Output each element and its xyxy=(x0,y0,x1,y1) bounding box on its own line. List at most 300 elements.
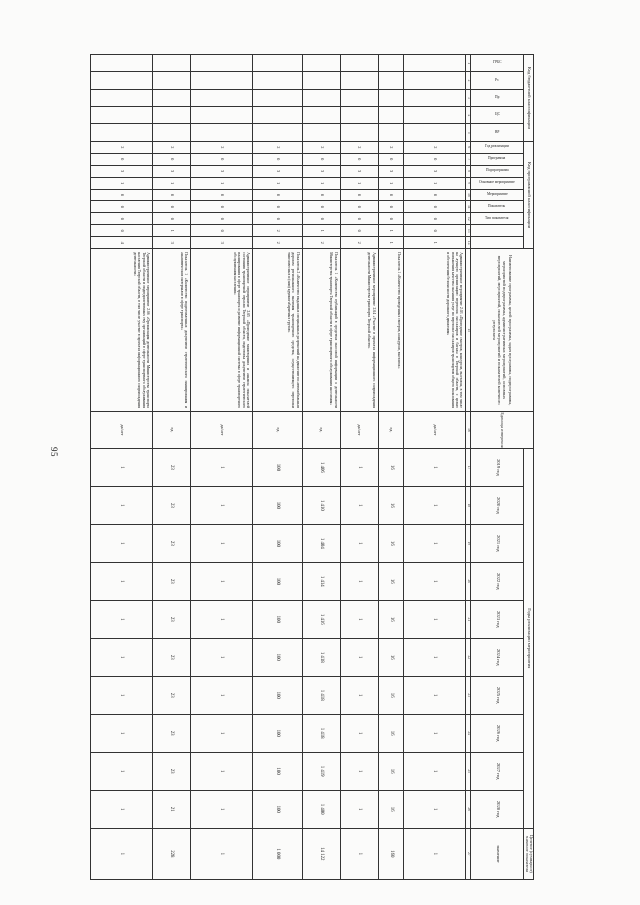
program-code-cell: 0 xyxy=(153,213,191,225)
program-code-cell: 4 xyxy=(91,237,153,249)
prog-subheader xyxy=(471,213,524,225)
year-value-cell: 1 404 xyxy=(302,524,340,562)
column-number: 9 xyxy=(466,177,471,189)
column-number: 19 xyxy=(466,524,471,562)
program-code-cell: 2 xyxy=(252,225,302,237)
program-code-cell: 3 xyxy=(378,165,404,177)
year-value-cell: 1 xyxy=(91,600,153,638)
name-header: Наименование программы, целей программы, задач программы, подпрограммы, мероприятий подпрограммы, административных мероприятий, основных мероприятий, мероприятий, показателей мероприятий и показателей конечного результата xyxy=(471,249,534,412)
kbk-subheader-label: ВР xyxy=(494,129,500,134)
unit-cell: ед. xyxy=(302,412,340,449)
indicator-table-sheet xyxy=(90,54,534,880)
column-number: 24 xyxy=(466,714,471,752)
program-code-cell: 0 xyxy=(190,153,252,165)
program-code-cell: 0 xyxy=(252,153,302,165)
header-row-2 xyxy=(471,55,524,880)
year-value-cell: 16 xyxy=(378,486,404,524)
program-code-cell: 2 xyxy=(153,141,191,153)
program-code-cell: 0 xyxy=(302,213,340,225)
year-value-cell: 1 xyxy=(91,714,153,752)
year-value-cell: 1 xyxy=(91,448,153,486)
kbk-subheader xyxy=(471,89,524,106)
year-value-cell: 16 xyxy=(378,562,404,600)
column-number: 22 xyxy=(466,638,471,676)
year-value-cell: 1 xyxy=(91,486,153,524)
column-number: 10 xyxy=(466,189,471,201)
program-code-cell: 1 xyxy=(190,177,252,189)
kbk-subheader xyxy=(471,107,524,124)
prog-subheader xyxy=(471,153,524,165)
kbk-cell xyxy=(404,72,466,89)
year-value-cell: 1 xyxy=(91,676,153,714)
unit-cell: ед. xyxy=(252,412,302,449)
year-value-cell: 23 xyxy=(153,524,191,562)
kbk-cell xyxy=(252,107,302,124)
kbk-subheader xyxy=(471,55,524,72)
program-code-cell: 3 xyxy=(153,237,191,249)
unit-cell: ед. xyxy=(153,412,191,449)
year-value-cell: 1 xyxy=(340,486,378,524)
year-value-cell: 1 xyxy=(404,752,466,790)
measure-name-cell: Показатель 1 «Количество проведенных смотров, конкурсов, выставок» xyxy=(378,249,404,412)
kbk-cell xyxy=(252,72,302,89)
year-value-cell: 1 xyxy=(190,638,252,676)
program-code-cell: 3 xyxy=(252,165,302,177)
program-code-cell: 0 xyxy=(153,153,191,165)
kbk-cell xyxy=(153,107,191,124)
program-code-cell: 0 xyxy=(252,201,302,213)
year-value-cell: 1 xyxy=(404,562,466,600)
year-value-cell: 100 xyxy=(252,638,302,676)
year-value-cell: 1 xyxy=(190,676,252,714)
unit-cell: да/нет xyxy=(340,412,378,449)
year-value-cell: 1 xyxy=(404,676,466,714)
year-header: 2025 год xyxy=(471,676,524,714)
kbk-cell xyxy=(302,55,340,72)
target-header: Целевое (суммарное) значение показателя xyxy=(524,828,534,879)
prog-subheader-label: Мероприятие xyxy=(486,192,508,197)
kbk-cell xyxy=(91,89,153,106)
program-code-cell: 2 xyxy=(190,141,252,153)
measure-name-cell: Показатель 1 «Количество публикаций в средствах массовой информации о деятельности Министерства транспорта Тверской области в сфере транспортного обслуживания населения» xyxy=(302,249,340,412)
kbk-cell xyxy=(340,89,378,106)
year-value-cell: 1 xyxy=(404,638,466,676)
table-row xyxy=(190,55,252,880)
year-value-cell: 21 xyxy=(153,790,191,828)
table-body xyxy=(91,55,466,880)
year-value-cell: 23 xyxy=(153,448,191,486)
year-value-cell: 100 xyxy=(252,714,302,752)
kbk-subheader-label: ЦС xyxy=(494,112,500,117)
program-code-cell: 2 xyxy=(340,237,378,249)
kbk-cell xyxy=(153,72,191,89)
program-code-cell: 0 xyxy=(378,213,404,225)
program-code-cell: 0 xyxy=(404,153,466,165)
program-code-cell: 0 xyxy=(340,153,378,165)
target-value-cell: 1 xyxy=(91,828,153,879)
measure-name-cell: Административное мероприятие 2.05 «Проведение мониторинга и анализа показателей состояния транспортной отрасли Тверской области, подготовка документов стратегического планирования в сфере транспорта и развитие информационной системы в сфере транспортного обслуживания населения» xyxy=(190,249,252,412)
kbk-cell xyxy=(190,72,252,89)
year-value-cell: 1 xyxy=(404,524,466,562)
kbk-cell xyxy=(302,89,340,106)
program-code-cell: 3 xyxy=(190,165,252,177)
year-value-cell: 1 xyxy=(340,562,378,600)
column-number-row xyxy=(466,55,471,880)
year-value-cell: 1 xyxy=(190,600,252,638)
unit-header: Единица измерения xyxy=(471,412,534,449)
prog-subheader xyxy=(471,237,524,249)
year-header: 2019 год xyxy=(471,448,524,486)
year-value-cell: 1 xyxy=(404,448,466,486)
year-value-cell: 100 xyxy=(252,752,302,790)
target-value-cell: 1 xyxy=(340,828,378,879)
program-code-cell: 1 xyxy=(378,225,404,237)
year-header: 2021 год xyxy=(471,524,524,562)
column-number: 2 xyxy=(466,72,471,89)
prog-subheader-label: Показатель xyxy=(488,204,506,209)
kbk-cell xyxy=(340,72,378,89)
kbk-subheader-label: ГРБС xyxy=(492,60,502,65)
kbk-cell xyxy=(378,124,404,141)
table-row xyxy=(302,55,340,880)
prog-subheader-label: Программа xyxy=(488,156,506,161)
prog-subheader-label: Тип показателя xyxy=(485,215,509,220)
program-code-cell: 3 xyxy=(190,237,252,249)
prog-subheader xyxy=(471,165,524,177)
program-code-cell: 0 xyxy=(91,201,153,213)
measure-name-cell: Административное мероприятие 2.04 «Участие в проектах информационного сопровождения деятельности Министерства транспорта Тверской области» xyxy=(340,249,378,412)
year-value-cell: 100 xyxy=(252,524,302,562)
table-row xyxy=(252,55,302,880)
program-code-cell: 0 xyxy=(340,213,378,225)
year-value-cell: 16 xyxy=(378,790,404,828)
program-code-cell: 2 xyxy=(252,141,302,153)
year-value-cell: 1 xyxy=(404,790,466,828)
program-code-cell: 0 xyxy=(404,201,466,213)
year-value-cell: 1 xyxy=(404,600,466,638)
program-code-cell: 0 xyxy=(302,201,340,213)
target-value-cell: 228 xyxy=(153,828,191,879)
column-number: 11 xyxy=(466,201,471,213)
program-code-cell: 2 xyxy=(378,141,404,153)
year-value-cell: 23 xyxy=(153,714,191,752)
program-code-cell: 0 xyxy=(378,189,404,201)
kbk-subheader xyxy=(471,72,524,89)
year-value-cell: 1 418 xyxy=(302,714,340,752)
measure-name-cell: Административное мероприятие 2.03 «Проведение смотров, конкурсов, выставок, в том числе на лучшую организацию перевозок пассажиров и багажа в Тверской области, с целью повышения качества оказания услуг по перевозке пассажиров транспортом общего пользования и обеспечения безопасности дорожного движения» xyxy=(404,249,466,412)
program-code-cell: 1 xyxy=(302,177,340,189)
year-header: 2028 год xyxy=(471,790,524,828)
program-code-cell: 0 xyxy=(91,189,153,201)
table-row xyxy=(404,55,466,880)
kbk-header: Код бюджетной классификации xyxy=(524,55,534,142)
kbk-cell xyxy=(91,107,153,124)
unit-cell: да/нет xyxy=(404,412,466,449)
measure-name-cell: Показатель 1 «Количество подготовленных документов стратегического планирования и аналитических материалов в сфере транспорта» xyxy=(153,249,191,412)
prog-subheader-label: Основное мероприятие xyxy=(479,180,516,185)
year-value-cell: 1 xyxy=(340,600,378,638)
program-code-cell: 2 xyxy=(91,141,153,153)
kbk-cell xyxy=(378,72,404,89)
prog-header: Код программной классификации xyxy=(524,141,534,248)
year-value-cell: 23 xyxy=(153,752,191,790)
year-value-cell: 16 xyxy=(378,676,404,714)
kbk-cell xyxy=(252,89,302,106)
target-value-cell: 1 000 xyxy=(252,828,302,879)
prog-subheader-label: Год реализации xyxy=(485,144,510,149)
program-code-cell: 0 xyxy=(190,225,252,237)
prog-subheader-label: Подпрограмма xyxy=(485,168,509,173)
kbk-cell xyxy=(404,89,466,106)
year-value-cell: 1 xyxy=(91,638,153,676)
year-value-cell: 1 xyxy=(340,714,378,752)
program-code-cell: 1 xyxy=(252,177,302,189)
year-value-cell: 1 414 xyxy=(302,562,340,600)
column-number: 23 xyxy=(466,676,471,714)
kbk-cell xyxy=(302,72,340,89)
program-code-cell: 1 xyxy=(378,237,404,249)
year-value-cell: 100 xyxy=(252,486,302,524)
column-number: 25 xyxy=(466,752,471,790)
kbk-cell xyxy=(190,124,252,141)
program-code-cell: 1 xyxy=(153,225,191,237)
year-value-cell: 16 xyxy=(378,600,404,638)
program-code-cell: 1 xyxy=(340,177,378,189)
program-code-cell: 0 xyxy=(340,225,378,237)
program-code-cell: 3 xyxy=(91,165,153,177)
kbk-cell xyxy=(190,89,252,106)
kbk-cell xyxy=(252,55,302,72)
program-code-cell: 3 xyxy=(302,165,340,177)
year-value-cell: 1 406 xyxy=(302,448,340,486)
year-value-cell: 100 xyxy=(252,600,302,638)
kbk-cell xyxy=(190,55,252,72)
year-header: 2026 год xyxy=(471,714,524,752)
program-code-cell: 1 xyxy=(404,177,466,189)
year-value-cell: 1 xyxy=(340,752,378,790)
kbk-cell xyxy=(252,124,302,141)
table-row xyxy=(91,55,153,880)
kbk-cell xyxy=(302,107,340,124)
year-value-cell: 1 xyxy=(404,486,466,524)
page-number: 95 xyxy=(49,447,59,457)
column-number: 26 xyxy=(466,790,471,828)
target-value-cell: 1 xyxy=(190,828,252,879)
column-number: 13 xyxy=(466,225,471,237)
kbk-cell xyxy=(378,89,404,106)
column-number: 17 xyxy=(466,448,471,486)
year-value-cell: 1 418 xyxy=(302,638,340,676)
year-value-cell: 1 416 xyxy=(302,600,340,638)
program-code-cell: 1 xyxy=(153,177,191,189)
year-value-cell: 100 xyxy=(252,562,302,600)
column-number: 15 xyxy=(466,249,471,412)
program-code-cell: 0 xyxy=(153,201,191,213)
kbk-subheader-label: Пр xyxy=(494,95,500,100)
program-code-cell: 0 xyxy=(404,189,466,201)
year-value-cell: 100 xyxy=(252,448,302,486)
program-code-cell: 0 xyxy=(190,213,252,225)
prog-subheader xyxy=(471,225,524,237)
unit-cell: да/нет xyxy=(91,412,153,449)
kbk-cell xyxy=(404,124,466,141)
column-number: 14 xyxy=(466,237,471,249)
program-code-cell: 2 xyxy=(302,237,340,249)
table-row xyxy=(340,55,378,880)
program-code-cell: 1 xyxy=(91,177,153,189)
year-value-cell: 1 xyxy=(190,448,252,486)
year-value-cell: 23 xyxy=(153,600,191,638)
program-code-cell: 0 xyxy=(91,225,153,237)
year-value-cell: 1 xyxy=(190,790,252,828)
program-code-cell: 0 xyxy=(340,201,378,213)
year-value-cell: 1 418 xyxy=(302,676,340,714)
year-header: 2024 год xyxy=(471,638,524,676)
year-value-cell: 1 xyxy=(340,638,378,676)
year-header: 2023 год xyxy=(471,600,524,638)
column-number: 18 xyxy=(466,486,471,524)
year-value-cell: 16 xyxy=(378,448,404,486)
column-number: 3 xyxy=(466,89,471,106)
header-row-1 xyxy=(524,55,534,880)
year-value-cell: 1 xyxy=(340,448,378,486)
column-number: 1 xyxy=(466,55,471,72)
program-code-cell: 1 xyxy=(302,225,340,237)
year-value-cell: 16 xyxy=(378,638,404,676)
year-value-cell: 1 xyxy=(91,524,153,562)
unit-cell: ед. xyxy=(378,412,404,449)
year-value-cell: 1 xyxy=(340,790,378,828)
kbk-cell xyxy=(153,124,191,141)
year-value-cell: 1 xyxy=(340,524,378,562)
kbk-cell xyxy=(340,55,378,72)
prog-subheader xyxy=(471,177,524,189)
year-header: 2022 год xyxy=(471,562,524,600)
year-value-cell: 1 400 xyxy=(302,790,340,828)
kbk-subheader-label: Рз xyxy=(495,77,499,82)
year-value-cell: 1 xyxy=(91,562,153,600)
program-code-cell: 0 xyxy=(404,225,466,237)
year-value-cell: 1 xyxy=(190,524,252,562)
table-row xyxy=(378,55,404,880)
year-value-cell: 1 419 xyxy=(302,752,340,790)
kbk-cell xyxy=(91,124,153,141)
column-number: 6 xyxy=(466,141,471,153)
target-value-cell: 1 xyxy=(404,828,466,879)
program-code-cell: 3 xyxy=(340,165,378,177)
kbk-cell xyxy=(153,89,191,106)
program-code-cell: 0 xyxy=(340,189,378,201)
column-number: 20 xyxy=(466,562,471,600)
kbk-cell xyxy=(340,107,378,124)
year-value-cell: 23 xyxy=(153,486,191,524)
year-value-cell: 23 xyxy=(153,638,191,676)
program-code-cell: 0 xyxy=(91,213,153,225)
program-code-cell: 3 xyxy=(404,165,466,177)
kbk-cell xyxy=(190,107,252,124)
target-value-cell: 160 xyxy=(378,828,404,879)
program-code-cell: 0 xyxy=(404,213,466,225)
program-code-cell: 0 xyxy=(153,189,191,201)
program-code-cell: 0 xyxy=(252,213,302,225)
unit-cell: да/нет xyxy=(190,412,252,449)
program-code-cell: 1 xyxy=(378,177,404,189)
year-value-cell: 1 xyxy=(190,714,252,752)
program-code-cell: 0 xyxy=(252,189,302,201)
table-header xyxy=(466,55,534,880)
prog-subheader xyxy=(471,201,524,213)
program-code-cell: 2 xyxy=(302,141,340,153)
year-value-cell: 23 xyxy=(153,676,191,714)
year-header: 2020 год xyxy=(471,486,524,524)
program-code-cell: 0 xyxy=(190,189,252,201)
measure-name-cell: Показатель 2 «Количество выданных специальных разрешений на движение по автомобильным дорогам регионального значения транспортного средства, осуществляющего перевозки тяжеловесных и (или) крупногабаритных грузов» xyxy=(252,249,302,412)
program-code-cell: 3 xyxy=(153,165,191,177)
prog-subheader xyxy=(471,189,524,201)
kbk-cell xyxy=(91,55,153,72)
program-code-cell: 1 xyxy=(404,237,466,249)
year-value-cell: 1 xyxy=(190,562,252,600)
column-number: 27 xyxy=(466,828,471,879)
program-code-cell: 0 xyxy=(378,201,404,213)
year-value-cell: 100 xyxy=(252,790,302,828)
kbk-cell xyxy=(404,55,466,72)
kbk-cell xyxy=(153,55,191,72)
program-code-cell: 0 xyxy=(302,189,340,201)
column-number: 5 xyxy=(466,124,471,141)
program-code-cell: 0 xyxy=(378,153,404,165)
target-subheader: значение xyxy=(471,828,524,879)
year-value-cell: 1 xyxy=(190,752,252,790)
year-value-cell: 23 xyxy=(153,562,191,600)
year-value-cell: 1 xyxy=(190,486,252,524)
kbk-cell xyxy=(378,55,404,72)
column-number: 21 xyxy=(466,600,471,638)
kbk-cell xyxy=(91,72,153,89)
program-code-cell: 2 xyxy=(340,141,378,153)
year-value-cell: 1 410 xyxy=(302,486,340,524)
year-value-cell: 1 xyxy=(404,714,466,752)
column-number: 12 xyxy=(466,213,471,225)
column-number: 16 xyxy=(466,412,471,449)
year-value-cell: 16 xyxy=(378,714,404,752)
column-number: 4 xyxy=(466,107,471,124)
table-row xyxy=(153,55,191,880)
program-code-cell: 0 xyxy=(190,201,252,213)
year-value-cell: 16 xyxy=(378,752,404,790)
prog-subheader xyxy=(471,141,524,153)
kbk-cell xyxy=(340,124,378,141)
kbk-cell xyxy=(302,124,340,141)
column-number: 7 xyxy=(466,153,471,165)
years-header: Годы реализации мероприятия xyxy=(524,448,534,828)
year-value-cell: 1 xyxy=(91,790,153,828)
column-number: 8 xyxy=(466,165,471,177)
program-code-cell: 2 xyxy=(404,141,466,153)
year-header: 2027 год xyxy=(471,752,524,790)
year-value-cell: 1 xyxy=(91,752,153,790)
kbk-subheader xyxy=(471,124,524,141)
year-value-cell: 16 xyxy=(378,524,404,562)
year-value-cell: 1 xyxy=(340,676,378,714)
measure-name-cell: Административное мероприятие 2.06 «Организация деятельности Министерства транспорта Тверской области и подведомственных ему организаций в сфере транспортного обслуживания населения Тверской области, в том числе участие в проектах информационного сопровождения деятельности» xyxy=(91,249,153,412)
indicator-table xyxy=(90,54,534,880)
year-value-cell: 100 xyxy=(252,676,302,714)
program-code-cell: 0 xyxy=(302,153,340,165)
target-value-cell: 14 122 xyxy=(302,828,340,879)
kbk-cell xyxy=(378,107,404,124)
program-code-cell: 0 xyxy=(91,153,153,165)
